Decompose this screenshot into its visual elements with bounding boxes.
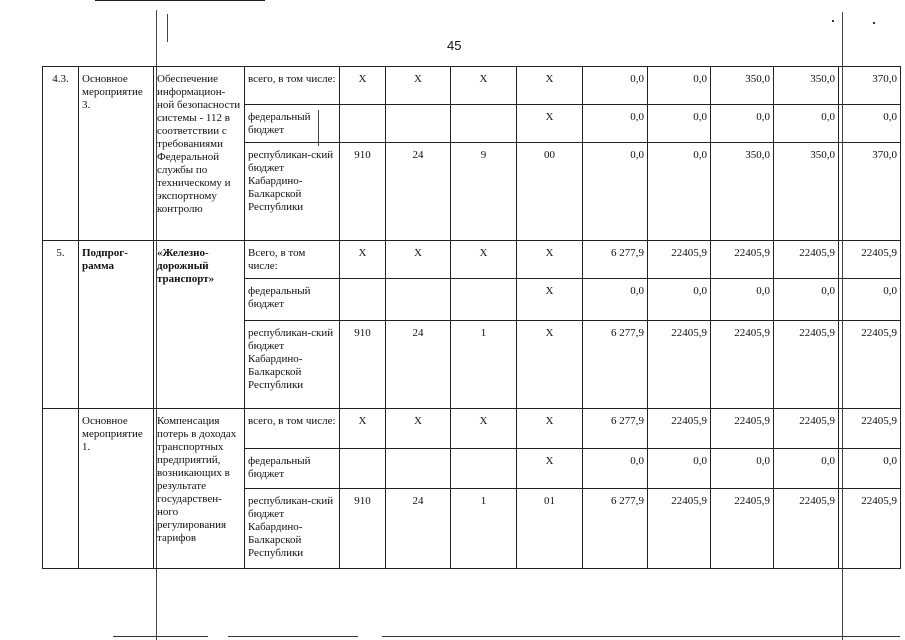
budget-code-cell: 24 — [386, 321, 451, 409]
budget-code-cell: Х — [340, 67, 386, 105]
budget-code-cell — [451, 449, 517, 489]
amount-cell: 22405,9 — [839, 409, 901, 449]
funding-source: всего, в том числе: — [245, 409, 340, 449]
bottom-rule — [382, 636, 900, 637]
amount-cell: 22405,9 — [711, 241, 774, 279]
section-name: Основное мероприятие 1. — [79, 409, 154, 569]
budget-code-cell: Х — [451, 409, 517, 449]
amount-cell: 6 277,9 — [583, 321, 648, 409]
funding-source: республикан-ский бюджет Кабардино-Балкарской Республики — [245, 489, 340, 569]
budget-code-cell: Х — [386, 241, 451, 279]
amount-cell: 0,0 — [711, 105, 774, 143]
amount-cell: 22405,9 — [711, 489, 774, 569]
budget-code-cell: 1 — [451, 321, 517, 409]
bottom-rule — [228, 636, 358, 637]
amount-cell: 370,0 — [839, 67, 901, 105]
funding-source: федеральный бюджет — [245, 279, 340, 321]
amount-cell: 0,0 — [648, 105, 711, 143]
amount-cell: 22405,9 — [839, 489, 901, 569]
budget-code-cell: Х — [340, 409, 386, 449]
funding-source: всего, в том числе: — [245, 67, 340, 105]
budget-code-cell: Х — [517, 279, 583, 321]
amount-cell: 350,0 — [774, 67, 839, 105]
section-description: Обеспечение информацион-ной безопасности системы - 112 в соответствии с требованиями Федеральной службы по техническому и экспортному контролю — [154, 67, 245, 241]
amount-cell: 22405,9 — [774, 241, 839, 279]
amount-cell: 0,0 — [711, 279, 774, 321]
amount-cell: 22405,9 — [711, 409, 774, 449]
budget-code-cell — [451, 279, 517, 321]
scan-speck — [832, 20, 834, 22]
table-row — [43, 241, 901, 279]
scan-speck — [873, 22, 875, 24]
amount-cell: 0,0 — [648, 143, 711, 241]
amount-cell: 0,0 — [774, 449, 839, 489]
section-number: 4.3. — [43, 67, 79, 241]
funding-source: Всего, в том числе: — [245, 241, 340, 279]
budget-code-cell: Х — [517, 321, 583, 409]
funding-source: республикан-ский бюджет Кабардино-Балкарской Республики — [245, 321, 340, 409]
section-name: Основное мероприятие 3. — [79, 67, 154, 241]
amount-cell: 0,0 — [583, 67, 648, 105]
budget-code-cell: Х — [517, 449, 583, 489]
budget-code-cell: 00 — [517, 143, 583, 241]
amount-cell: 22405,9 — [648, 321, 711, 409]
budget-code-cell: 1 — [451, 489, 517, 569]
budget-code-cell: 01 — [517, 489, 583, 569]
budget-code-cell — [340, 449, 386, 489]
amount-cell: 22405,9 — [774, 409, 839, 449]
amount-cell: 22405,9 — [839, 321, 901, 409]
amount-cell: 0,0 — [839, 449, 901, 489]
budget-table — [42, 66, 901, 569]
amount-cell: 22405,9 — [774, 489, 839, 569]
amount-cell: 22405,9 — [711, 321, 774, 409]
amount-cell: 0,0 — [839, 279, 901, 321]
budget-code-cell: 9 — [451, 143, 517, 241]
budget-code-cell — [340, 105, 386, 143]
funding-source: федеральный бюджет — [245, 449, 340, 489]
top-rule — [95, 0, 265, 1]
section-number — [43, 409, 79, 569]
amount-cell: 6 277,9 — [583, 409, 648, 449]
section-number: 5. — [43, 241, 79, 409]
section-description: «Железно-дорожный транспорт» — [154, 241, 245, 409]
amount-cell: 0,0 — [583, 449, 648, 489]
budget-code-cell: Х — [340, 241, 386, 279]
page-number: 45 — [447, 38, 462, 53]
amount-cell: 350,0 — [774, 143, 839, 241]
table-row — [43, 67, 901, 105]
table-row — [43, 409, 901, 449]
amount-cell: 0,0 — [711, 449, 774, 489]
bottom-rule — [113, 636, 208, 637]
budget-code-cell: Х — [451, 67, 517, 105]
budget-code-cell: Х — [386, 409, 451, 449]
budget-code-cell — [386, 279, 451, 321]
budget-code-cell: Х — [451, 241, 517, 279]
amount-cell: 22405,9 — [648, 489, 711, 569]
section-name: Подпрог-рамма — [79, 241, 154, 409]
budget-code-cell — [386, 105, 451, 143]
amount-cell: 0,0 — [583, 105, 648, 143]
budget-code-cell: 910 — [340, 143, 386, 241]
amount-cell: 0,0 — [774, 105, 839, 143]
budget-code-cell: 24 — [386, 489, 451, 569]
budget-code-cell — [340, 279, 386, 321]
budget-code-cell: Х — [517, 409, 583, 449]
budget-code-cell — [386, 449, 451, 489]
budget-code-cell: Х — [517, 241, 583, 279]
amount-cell: 22405,9 — [774, 321, 839, 409]
amount-cell: 370,0 — [839, 143, 901, 241]
amount-cell: 0,0 — [839, 105, 901, 143]
scan-line-left-2 — [167, 14, 168, 42]
amount-cell: 0,0 — [583, 143, 648, 241]
budget-code-cell: 24 — [386, 143, 451, 241]
amount-cell: 6 277,9 — [583, 489, 648, 569]
budget-code-cell — [451, 105, 517, 143]
amount-cell: 0,0 — [648, 279, 711, 321]
amount-cell: 22405,9 — [648, 409, 711, 449]
amount-cell: 0,0 — [648, 449, 711, 489]
funding-source: федеральный бюджет — [245, 105, 340, 143]
budget-code-cell: 910 — [340, 489, 386, 569]
budget-code-cell: Х — [517, 67, 583, 105]
funding-source: республикан-ский бюджет Кабардино-Балкарской Республики — [245, 143, 340, 241]
amount-cell: 350,0 — [711, 143, 774, 241]
amount-cell: 0,0 — [648, 67, 711, 105]
section-description: Компенсация потерь в доходах транспортных предприятий, возникающих в результате государствен-ного регулирования тарифов — [154, 409, 245, 569]
amount-cell: 0,0 — [774, 279, 839, 321]
amount-cell: 6 277,9 — [583, 241, 648, 279]
amount-cell: 22405,9 — [648, 241, 711, 279]
budget-code-cell: Х — [517, 105, 583, 143]
amount-cell: 0,0 — [583, 279, 648, 321]
amount-cell: 22405,9 — [839, 241, 901, 279]
budget-code-cell: Х — [386, 67, 451, 105]
amount-cell: 350,0 — [711, 67, 774, 105]
budget-code-cell: 910 — [340, 321, 386, 409]
